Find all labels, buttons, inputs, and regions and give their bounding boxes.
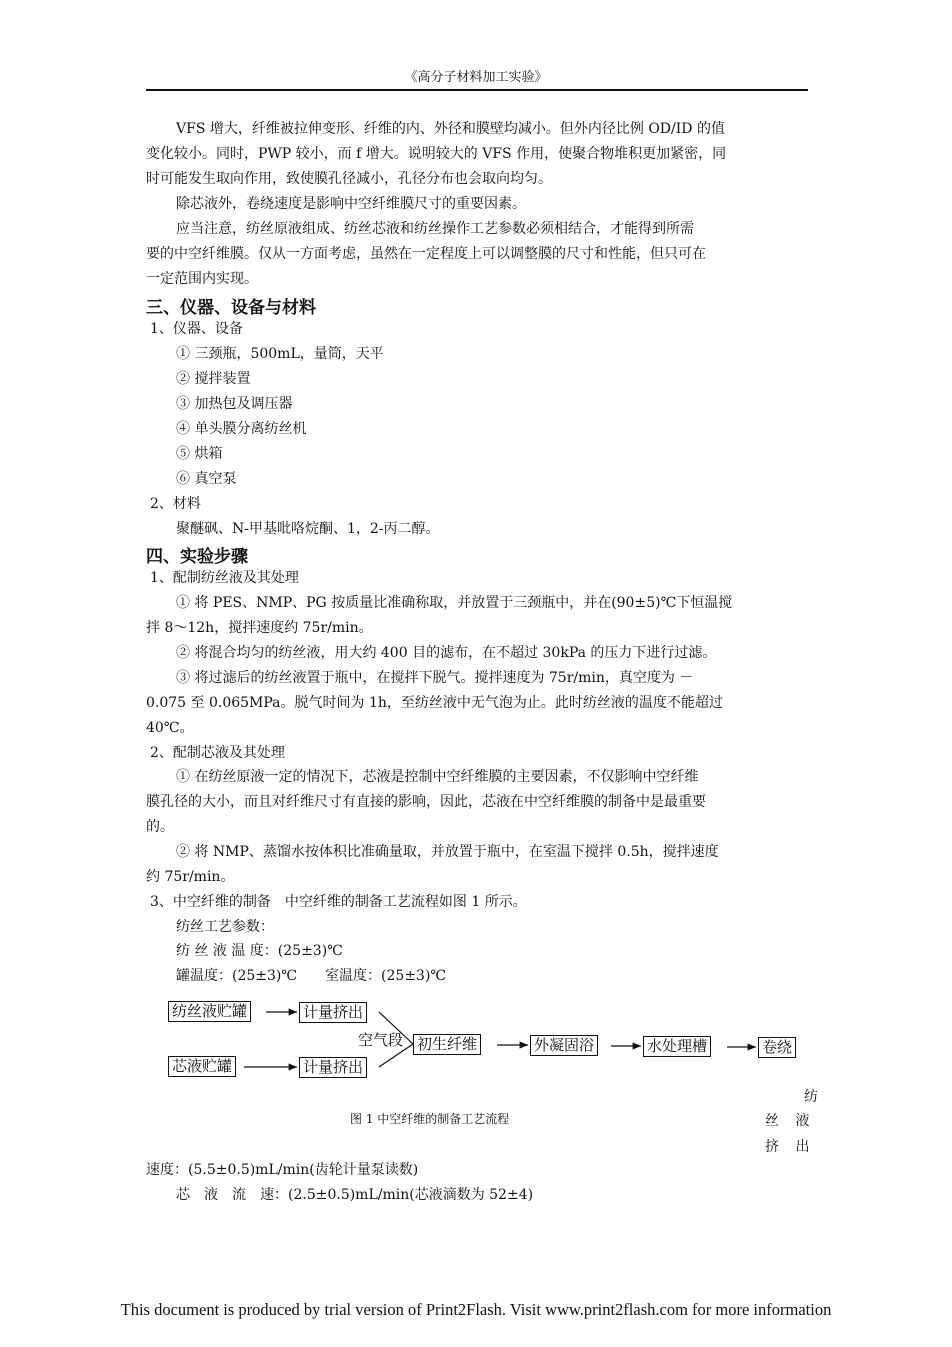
subheading: 2、配制芯液及其处理 bbox=[150, 745, 285, 761]
paragraph-line: 拌 8～12h，搅拌速度约 75r/min。 bbox=[146, 620, 373, 636]
section-heading: 三、仪器、设备与材料 bbox=[146, 298, 316, 318]
side-text: 丝 液 bbox=[765, 1113, 816, 1129]
paragraph-line: ① 在纺丝原液一定的情况下，芯液是控制中空纤维膜的主要因素，不仅影响中空纤维 bbox=[176, 769, 699, 785]
trial-watermark-footer: This document is produced by trial version of Print2Flash. Visit www.print2flash.com for more information bbox=[120, 1300, 832, 1319]
paragraph-line: 约 75r/min。 bbox=[146, 869, 235, 885]
subheading: 1、仪器、设备 bbox=[150, 321, 243, 337]
page-header: 《高分子材料加工实验》 bbox=[404, 70, 548, 85]
air-gap-label: 空气段 bbox=[358, 1031, 404, 1049]
metering-extrusion-box: 计量挤出 bbox=[299, 1057, 367, 1078]
list-item: ② 搅拌装置 bbox=[176, 371, 251, 387]
subheading: 2、材料 bbox=[150, 496, 201, 512]
params-title: 纺丝工艺参数： bbox=[176, 919, 274, 935]
paragraph-line: 膜孔径的大小，而且对纤维尺寸有直接的影响，因此，芯液在中空纤维膜的制备中是最重要 bbox=[146, 794, 706, 810]
winding-box: 卷绕 bbox=[758, 1037, 796, 1058]
paragraph-line: ③ 将过滤后的纺丝液置于瓶中，在搅拌下脱气。搅拌速度为 75r/min，真空度为 － bbox=[176, 670, 694, 686]
core-liquid-tank-box: 芯液贮罐 bbox=[168, 1056, 236, 1077]
param-line: 纺 丝 液 温 度：(25±3)℃ bbox=[176, 943, 343, 959]
materials-text: 聚醚砜、N-甲基吡咯烷酮、1，2-丙二醇。 bbox=[176, 521, 440, 537]
figure-caption: 图 1 中空纤维的制备工艺流程 bbox=[350, 1112, 510, 1126]
list-item: ⑤ 烘箱 bbox=[176, 446, 223, 462]
paragraph-line: 40℃。 bbox=[146, 720, 194, 736]
section-heading: 四、实验步骤 bbox=[146, 547, 248, 567]
paragraph-line: 时可能发生取向作用，致使膜孔径减小，孔径分布也会取向均匀。 bbox=[146, 171, 552, 187]
paragraph-line: 除芯液外，卷绕速度是影响中空纤维膜尺寸的重要因素。 bbox=[176, 196, 526, 212]
param-line: 芯 液 流 速：(2.5±0.5)mL/min(芯液滴数为 52±4) bbox=[176, 1187, 534, 1203]
list-item: ③ 加热包及调压器 bbox=[176, 396, 293, 412]
nascent-fiber-box: 初生纤维 bbox=[413, 1034, 481, 1055]
water-treatment-box: 水处理槽 bbox=[643, 1036, 711, 1057]
paragraph-line: 的。 bbox=[146, 819, 174, 835]
paragraph-line: 变化较小。同时，PWP 较小，而 f 增大。说明较大的 VFS 作用，使聚合物堆积更加紧密，同 bbox=[146, 146, 727, 162]
paragraph-line: 一定范围内实现。 bbox=[146, 271, 258, 287]
paragraph-line: ① 将 PES、NMP、PG 按质量比准确称取，并放置于三颈瓶中，并在(90±5)℃下恒温搅 bbox=[176, 595, 733, 611]
side-text: 纺 bbox=[804, 1089, 818, 1105]
paragraph-line: ② 将混合均匀的纺丝液，用大约 400 目的滤布，在不超过 30kPa 的压力下进行过滤。 bbox=[176, 645, 717, 661]
side-text: 挤 出 bbox=[765, 1139, 816, 1155]
metering-extrusion-box: 计量挤出 bbox=[299, 1002, 367, 1023]
paragraph-line: VFS 增大，纤维被拉伸变形、纤维的内、外径和膜壁均减小。但外内径比例 OD/ID 的值 bbox=[176, 121, 725, 137]
list-item: ⑥ 真空泵 bbox=[176, 471, 237, 487]
coagulation-bath-box: 外凝固浴 bbox=[530, 1035, 598, 1056]
list-item: ① 三颈瓶，500mL，量筒，天平 bbox=[176, 346, 384, 362]
spinning-solution-tank-box: 纺丝液贮罐 bbox=[168, 1001, 251, 1022]
paragraph-line: ② 将 NMP、蒸馏水按体积比准确量取，并放置于瓶中，在室温下搅拌 0.5h，搅拌速度 bbox=[176, 844, 719, 860]
param-line: 速度：(5.5±0.5)mL/min(齿轮计量泵读数) bbox=[146, 1162, 419, 1178]
subheading: 1、配制纺丝液及其处理 bbox=[150, 570, 299, 586]
list-item: ④ 单头膜分离纺丝机 bbox=[176, 421, 307, 437]
param-line: 罐温度：(25±3)℃ 室温度：(25±3)℃ bbox=[176, 968, 447, 984]
paragraph-line: 应当注意，纺丝原液组成、纺丝芯液和纺丝操作工艺参数必须相结合，才能得到所需 bbox=[176, 221, 694, 237]
subheading: 3、中空纤维的制备 中空纤维的制备工艺流程如图 1 所示。 bbox=[150, 894, 527, 910]
paragraph-line: 0.075 至 0.065MPa。脱气时间为 1h，至纺丝液中无气泡为止。此时纺丝液的温度不能超过 bbox=[146, 695, 723, 711]
paragraph-line: 要的中空纤维膜。仅从一方面考虑，虽然在一定程度上可以调整膜的尺寸和性能，但只可在 bbox=[146, 246, 706, 262]
